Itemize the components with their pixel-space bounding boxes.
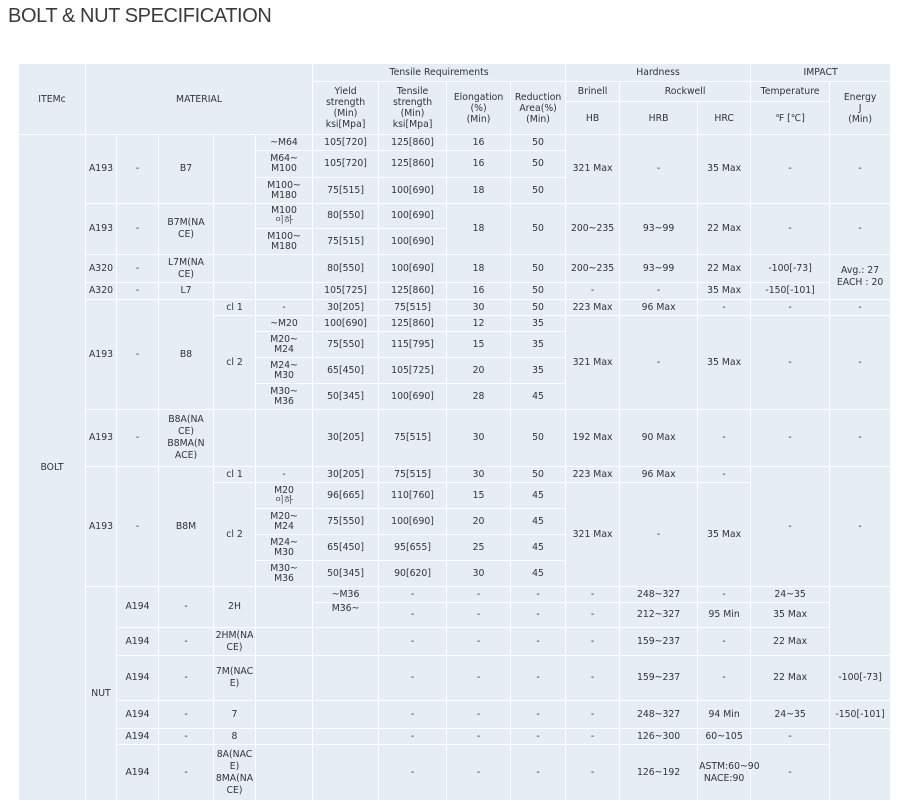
b8-cl2-elongation: 20 [447, 358, 511, 384]
b8-cl2-size: M24~ M30 [256, 358, 313, 384]
nut-8a-size [313, 745, 379, 801]
nut-8a-class [256, 745, 313, 801]
header-hb: HB [566, 102, 620, 135]
b7m-size: M100~ M180 [256, 229, 313, 255]
b8-cl2-elongation: 12 [447, 316, 511, 332]
l7-temp: -150[-101] [751, 283, 830, 300]
b7-elongation: 16 [447, 151, 511, 178]
b8-cl2-hrb: - [620, 316, 698, 410]
b8-cl2-reduction: 35 [511, 358, 566, 384]
l7m-class [214, 255, 256, 283]
b7-reduction: 50 [511, 135, 566, 151]
b8-cl2-hb: 321 Max [566, 316, 620, 410]
b8-cl2-yield: 100[690] [313, 316, 379, 332]
b8m-class-1: cl 1 [214, 467, 256, 483]
header-temperature: Temperature [751, 82, 830, 102]
l7-hb: - [566, 283, 620, 300]
nut-7m-elongation: - [511, 656, 566, 701]
b8-cl2-temp: - [751, 316, 830, 410]
b7-tensile: 125[860] [379, 135, 447, 151]
l7m-grade: L7M(NA CE) [159, 255, 214, 283]
b7m-hrb: 93~99 [620, 204, 698, 255]
b7m-energy: - [830, 204, 891, 255]
b7m-yield: 75[515] [313, 229, 379, 255]
nut-2hm-class [256, 628, 313, 656]
b8a-hrb: 90 Max [620, 410, 698, 467]
nut-8a-dash: - [159, 745, 214, 801]
nut-8-reduction: - [566, 729, 620, 745]
nut-2hm-tensile: - [447, 628, 511, 656]
nut-2h-size: ~M36 [313, 587, 379, 603]
b8-cl2-elongation: 28 [447, 384, 511, 410]
l7-reduction: 50 [511, 283, 566, 300]
nut-8-grade: 8 [214, 729, 256, 745]
nut-7-temp: -150[-101] [830, 701, 891, 729]
nut-7-std: A194 [117, 701, 159, 729]
l7-elongation: 16 [447, 283, 511, 300]
nut-7-class [256, 701, 313, 729]
item-bolt: BOLT [19, 135, 86, 801]
nut-2h-hb: 248~327 [620, 587, 698, 603]
b8a-std: A193 [86, 410, 117, 467]
nut-7m-hrb: - [698, 656, 751, 701]
header-energy: Energy J (Min) [830, 82, 891, 135]
item-nut: NUT [86, 587, 117, 801]
nut-8-tensile: - [447, 729, 511, 745]
nut-8-class [256, 729, 313, 745]
b8m-cl2-tensile: 100[690] [379, 509, 447, 535]
b8-cl1-hb: 223 Max [566, 300, 620, 316]
b8-cl2-reduction: 35 [511, 332, 566, 358]
nut-2h-yield: - [379, 603, 447, 628]
nut-8-size [313, 729, 379, 745]
b8m-cl2-reduction: 45 [511, 483, 566, 509]
b8m-cl2-hrc: 35 Max [698, 483, 751, 587]
l7-tensile: 125[860] [379, 283, 447, 300]
b7-elongation: 18 [447, 178, 511, 204]
header-temp-unit: ℉ [℃] [751, 102, 830, 135]
nut-8a-hb: 126~192 [620, 745, 698, 801]
header-hrb: HRB [620, 102, 698, 135]
header-brinell: Brinell [566, 82, 620, 102]
nut-2h-elongation: - [511, 603, 566, 628]
nut-2h-std: A194 [117, 587, 159, 628]
l7m-hrb: 93~99 [620, 255, 698, 283]
b8m-cl2-size: M20~ M24 [256, 509, 313, 535]
b8m-energy: - [830, 467, 891, 587]
page-title: BOLT & NUT SPECIFICATION [8, 5, 272, 27]
b8-cl2-tensile: 105[725] [379, 358, 447, 384]
nut-8-yield: - [379, 729, 447, 745]
b7m-dash: - [117, 204, 159, 255]
nut-8a-hrc: - [751, 745, 830, 801]
nut-7-tensile: - [447, 701, 511, 729]
b7-std: A193 [86, 135, 117, 204]
b8m-cl1-size: - [256, 467, 313, 483]
b8-cl1-reduction: 50 [511, 300, 566, 316]
b8m-cl2-elongation: 15 [447, 483, 511, 509]
nut-8a-yield: - [379, 745, 447, 801]
b8m-temp: - [751, 467, 830, 587]
nut-2h-elongation: - [511, 587, 566, 603]
l7-energy: Avg.: 27 EACH : 20 [830, 255, 891, 300]
nut-8a-elongation: - [511, 745, 566, 801]
b8-cl2-reduction: 45 [511, 384, 566, 410]
b8a-hb: 192 Max [566, 410, 620, 467]
b8m-cl1-hrc: - [698, 467, 751, 483]
nut-8a-reduction: - [566, 745, 620, 801]
b8m-cl2-yield: 96[665] [313, 483, 379, 509]
nut-2h-class [256, 587, 313, 628]
b8m-cl2-reduction: 45 [511, 535, 566, 561]
b8-cl1-yield: 30[205] [313, 300, 379, 316]
b8-cl2-yield: 65[450] [313, 358, 379, 384]
l7m-temp: -100[-73] [751, 255, 830, 283]
b7-hb: 321 Max [566, 135, 620, 204]
b8-cl2-tensile: 115[795] [379, 332, 447, 358]
b8m-cl2-reduction: 45 [511, 509, 566, 535]
nut-2h-tensile: - [447, 587, 511, 603]
header-hrc: HRC [698, 102, 751, 135]
b8-cl2-reduction: 35 [511, 316, 566, 332]
header-tensile-requirements: Tensile Requirements [313, 64, 566, 82]
b8-grade: B8 [159, 300, 214, 410]
b8a-hrc: - [698, 410, 751, 467]
nut-8-hrb: 60~105 [698, 729, 751, 745]
header-reduction-area: Reduction Area(%) (Min) [511, 82, 566, 135]
b7m-hrc: 22 Max [698, 204, 751, 255]
nut-8-hrc: - [751, 729, 830, 745]
b8-class-1: cl 1 [214, 300, 256, 316]
b7-tensile: 100[690] [379, 178, 447, 204]
nut-7m-hrc: 22 Max [751, 656, 830, 701]
b8m-cl2-size: M20 이하 [256, 483, 313, 509]
nut-2hm-std: A194 [117, 628, 159, 656]
header-hardness: Hardness [566, 64, 751, 82]
nut-7m-size [313, 656, 379, 701]
nut-8-temp [830, 729, 891, 801]
nut-2hm-reduction: - [566, 628, 620, 656]
b8m-cl2-tensile: 90[620] [379, 561, 447, 587]
b8m-cl2-elongation: 30 [447, 561, 511, 587]
b8-cl1-tensile: 75[515] [379, 300, 447, 316]
b8-cl2-elongation: 15 [447, 332, 511, 358]
nut-2h-hrb: 95 Min [698, 603, 751, 628]
b8m-cl1-hb: 223 Max [566, 467, 620, 483]
l7m-hb: 200~235 [566, 255, 620, 283]
b7-yield: 105[720] [313, 151, 379, 178]
nut-7-grade: 7 [214, 701, 256, 729]
nut-8a-hrb: ASTM:60~90 NACE:90 [698, 745, 751, 801]
b7m-elongation: 18 [447, 204, 511, 255]
nut-2h-hrc: 24~35 [751, 587, 830, 603]
nut-2h-temp [830, 587, 891, 656]
b7-grade: B7 [159, 135, 214, 204]
b8m-dash: - [117, 467, 159, 587]
nut-8a-grade: 8A(NAC E) 8MA(NA CE) [214, 745, 256, 801]
b7-size: ~M64 [256, 135, 313, 151]
b8-cl2-yield: 50[345] [313, 384, 379, 410]
b8-cl2-tensile: 100[690] [379, 384, 447, 410]
nut-2hm-size [313, 628, 379, 656]
l7m-yield: 80[550] [313, 255, 379, 283]
b8m-cl1-yield: 30[205] [313, 467, 379, 483]
b8m-cl2-elongation: 25 [447, 535, 511, 561]
nut-2hm-elongation: - [511, 628, 566, 656]
b7-temp: - [751, 135, 830, 204]
nut-2hm-yield: - [379, 628, 447, 656]
nut-2h-dash: - [159, 587, 214, 628]
header-tensile-strength: Tensile strength (Min) ksi[Mpa] [379, 82, 447, 135]
b7m-hb: 200~235 [566, 204, 620, 255]
b8m-cl2-tensile: 95[655] [379, 535, 447, 561]
l7-grade: L7 [159, 283, 214, 300]
b7m-grade: B7M(NA CE) [159, 204, 214, 255]
b7-yield: 75[515] [313, 178, 379, 204]
b7-class [214, 135, 256, 204]
b8-cl2-hrc: 35 Max [698, 316, 751, 410]
b8a-dash: - [117, 410, 159, 467]
l7m-tensile: 100[690] [379, 255, 447, 283]
header-material: MATERIAL [86, 64, 313, 135]
b8-cl1-size: - [256, 300, 313, 316]
b8-cl1-elongation: 30 [447, 300, 511, 316]
header-rockwell: Rockwell [620, 82, 751, 102]
l7m-size [256, 255, 313, 283]
nut-7m-hb: 159~237 [620, 656, 698, 701]
nut-2h-hrb: - [698, 587, 751, 603]
b8m-cl1-reduction: 50 [511, 467, 566, 483]
header-item: ITEMc [19, 64, 86, 135]
l7-hrc: 35 Max [698, 283, 751, 300]
b7m-reduction: 50 [511, 204, 566, 255]
nut-2h-hb: 212~327 [620, 603, 698, 628]
nut-2hm-hrb: - [698, 628, 751, 656]
b8m-cl2-reduction: 45 [511, 561, 566, 587]
b7-energy: - [830, 135, 891, 204]
nut-7-hb: 248~327 [620, 701, 698, 729]
b8a-size [256, 410, 313, 467]
nut-7-hrb: 94 Min [698, 701, 751, 729]
b8-std: A193 [86, 300, 117, 410]
b8m-cl2-size: M30~ M36 [256, 561, 313, 587]
nut-2hm-hb: 159~237 [620, 628, 698, 656]
nut-2hm-grade: 2HM(NA CE) [214, 628, 256, 656]
nut-2h-grade: 2H [214, 587, 256, 628]
nut-2h-yield: - [379, 587, 447, 603]
b8-cl2-energy: - [830, 316, 891, 410]
l7-dash: - [117, 283, 159, 300]
l7m-elongation: 18 [447, 255, 511, 283]
b8m-cl1-elongation: 30 [447, 467, 511, 483]
b8m-cl2-yield: 75[550] [313, 509, 379, 535]
l7-hrb: - [620, 283, 698, 300]
b8-cl1-temp: - [751, 300, 830, 316]
header-impact: IMPACT [751, 64, 891, 82]
l7-size [256, 283, 313, 300]
nut-2hm-hrc: 22 Max [751, 628, 830, 656]
b7m-tensile: 100[690] [379, 229, 447, 255]
nut-2h-hrc: 35 Max [751, 603, 830, 628]
b8-cl1-hrb: 96 Max [620, 300, 698, 316]
l7-class [214, 283, 256, 300]
nut-8a-std: A194 [117, 745, 159, 801]
nut-7-size [313, 701, 379, 729]
b8m-cl1-tensile: 75[515] [379, 467, 447, 483]
b7-reduction: 50 [511, 151, 566, 178]
b7-size: M100~ M180 [256, 178, 313, 204]
nut-7-yield: - [379, 701, 447, 729]
b8-cl2-size: ~M20 [256, 316, 313, 332]
nut-7m-class [256, 656, 313, 701]
b7-dash: - [117, 135, 159, 204]
b8a-energy: - [830, 410, 891, 467]
nut-2h-size: M36~ [313, 603, 379, 628]
nut-7-elongation: - [511, 701, 566, 729]
header-elongation: Elongation (%) (Min) [447, 82, 511, 135]
b8m-cl2-hb: 321 Max [566, 483, 620, 587]
nut-8-std: A194 [117, 729, 159, 745]
b8-cl2-size: M30~ M36 [256, 384, 313, 410]
b7-yield: 105[720] [313, 135, 379, 151]
header-yield-strength: Yield strength (Min) ksi[Mpa] [313, 82, 379, 135]
nut-8-hb: 126~300 [620, 729, 698, 745]
b8-dash: - [117, 300, 159, 410]
b8a-tensile: 75[515] [379, 410, 447, 467]
b8-cl1-hrc: - [698, 300, 751, 316]
b7-reduction: 50 [511, 178, 566, 204]
nut-2hm-dash: - [159, 628, 214, 656]
b8a-elongation: 30 [447, 410, 511, 467]
nut-7m-std: A194 [117, 656, 159, 701]
nut-2h-reduction: - [566, 587, 620, 603]
l7m-std: A320 [86, 255, 117, 283]
l7m-reduction: 50 [511, 255, 566, 283]
nut-7m-tensile: - [447, 656, 511, 701]
b7m-size: M100 이하 [256, 204, 313, 229]
b8m-cl1-hrb: 96 Max [620, 467, 698, 483]
b8a-reduction: 50 [511, 410, 566, 467]
nut-8-elongation: - [511, 729, 566, 745]
b8m-class-2: cl 2 [214, 483, 256, 587]
nut-2h-tensile: - [447, 603, 511, 628]
b7-elongation: 16 [447, 135, 511, 151]
b8m-std: A193 [86, 467, 117, 587]
nut-7m-temp: -100[-73] [830, 656, 891, 701]
l7-yield: 105[725] [313, 283, 379, 300]
nut-7-reduction: - [566, 701, 620, 729]
b7m-class [214, 204, 256, 255]
l7m-dash: - [117, 255, 159, 283]
b8m-grade: B8M [159, 467, 214, 587]
b8m-cl2-size: M24~ M30 [256, 535, 313, 561]
b8m-cl2-tensile: 110[760] [379, 483, 447, 509]
nut-8-dash: - [159, 729, 214, 745]
l7m-hrc: 22 Max [698, 255, 751, 283]
b7m-yield: 80[550] [313, 204, 379, 229]
b8a-yield: 30[205] [313, 410, 379, 467]
b7-hrb: - [620, 135, 698, 204]
b7-size: M64~ M100 [256, 151, 313, 178]
nut-2h-reduction: - [566, 603, 620, 628]
b8-cl2-yield: 75[550] [313, 332, 379, 358]
nut-7m-dash: - [159, 656, 214, 701]
nut-8a-tensile: - [447, 745, 511, 801]
b8-cl2-size: M20~ M24 [256, 332, 313, 358]
nut-7-hrc: 24~35 [751, 701, 830, 729]
b7m-temp: - [751, 204, 830, 255]
b8-cl2-tensile: 125[860] [379, 316, 447, 332]
b7m-tensile: 100[690] [379, 204, 447, 229]
b7-hrc: 35 Max [698, 135, 751, 204]
b8m-cl2-yield: 65[450] [313, 535, 379, 561]
b8m-cl2-elongation: 20 [447, 509, 511, 535]
nut-7m-yield: - [379, 656, 447, 701]
l7-std: A320 [86, 283, 117, 300]
b8m-cl2-yield: 50[345] [313, 561, 379, 587]
b8a-grade: B8A(NA CE) B8MA(N ACE) [159, 410, 214, 467]
nut-7-dash: - [159, 701, 214, 729]
b7m-std: A193 [86, 204, 117, 255]
nut-7m-grade: 7M(NAC E) [214, 656, 256, 701]
b8a-temp: - [751, 410, 830, 467]
b8m-cl2-hrb: - [620, 483, 698, 587]
b8-class-2: cl 2 [214, 316, 256, 410]
b8-cl1-energy: - [830, 300, 891, 316]
b7-tensile: 125[860] [379, 151, 447, 178]
spec-table [18, 63, 891, 801]
b8a-class [214, 410, 256, 467]
nut-7m-reduction: - [566, 656, 620, 701]
